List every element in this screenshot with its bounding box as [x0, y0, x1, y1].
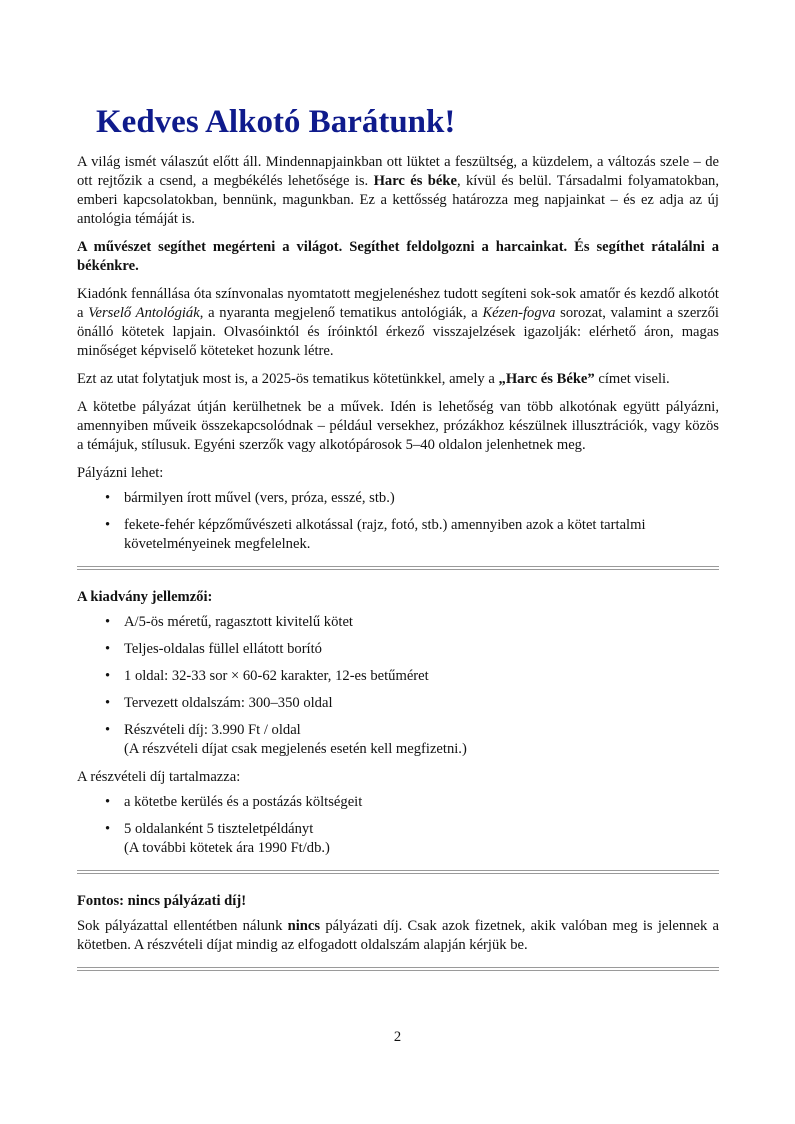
apply-list: [77, 489, 719, 554]
page-title: Kedves Alkotó Barátunk!: [96, 104, 456, 140]
intro-paragraph-1: [77, 153, 719, 229]
page-content: [77, 100, 719, 989]
list-item: [77, 820, 719, 858]
intro-paragraph-3: [77, 285, 719, 361]
intro-paragraph-2: [77, 238, 719, 276]
art-statement: A művészet segíthet megérteni a világot. Segíthet feldolgozni a harcainkat. És segíthet rátalálni a békénkre.: [77, 239, 719, 274]
list-item: • bármilyen írott művel (vers, próza, esszé, stb.): [77, 489, 719, 508]
double-rule-divider: [77, 967, 719, 971]
intro-text: Ezt az utat folytatjuk most is, a 2025-ös tematikus kötetünkkel, amely a: [77, 371, 499, 387]
specs-title: A kiadvány jellemzői:: [77, 589, 213, 605]
fee-line: Részvételi díj: 3.990 Ft / oldal: [124, 722, 301, 738]
list-item: • Tervezett oldalszám: 300–350 oldal: [77, 694, 719, 713]
intro-text: , kívül és belül. Társadalmi folyamatokban, emberi kapcsolatokban, bennünk, magunkban. Ez a kettősség határozza meg napjainkat – és ez adja az új antológia témáját is.: [77, 173, 719, 227]
notice-emphasis: nincs: [287, 918, 321, 934]
intro-paragraph-4: [77, 370, 719, 389]
fee-note: (A részvételi díjat csak megjelenés esetén kell megfizetni.): [124, 741, 467, 757]
page-number: 2: [393, 1029, 402, 1045]
includes-list: [77, 793, 719, 858]
list-item: • Teljes-oldalas füllel ellátott borító: [77, 640, 719, 659]
notice-text: Sok pályázattal ellentétben nálunk: [77, 918, 288, 934]
double-rule-divider: [77, 870, 719, 874]
intro-text: Kiadónk fennállása óta színvonalas nyomtatott megjelenéshez tudott segíteni sok-sok amatőr és kezdő alkotót a: [77, 286, 719, 321]
notice-text: pályázati díj. Csak azok fizetnek, akik valóban meg is jelennek a kötetben. A részvételi díjat mindig az elfogadott oldalszám alapján kérjük be.: [77, 918, 719, 953]
copies-note: (A további kötetek ára 1990 Ft/db.): [124, 840, 330, 856]
list-item: • fekete-fehér képzőművészeti alkotással (rajz, fotó, stb.) amennyiben azok a kötet tartalmi követelményeinek megfelelnek.: [77, 516, 719, 554]
list-item: • a kötetbe kerülés és a postázás költségeit: [77, 793, 719, 812]
notice-paragraph: [77, 917, 719, 955]
list-item: • 1 oldal: 32-33 sor × 60-62 karakter, 12-es betűméret: [77, 667, 719, 686]
intro-paragraph-5: A kötetbe pályázat útján kerülhetnek be a művek. Idén is lehetőség van több alkotónak együtt pályázni, amennyiben műveik összekapcsolódnak – például versekhez, prózákhoz készülnek illusztrációk, vagy közös a témájuk, stílusuk. Egyéni szerzők vagy alkotópárosok 5–40 oldalon jelenhetnek meg.: [77, 399, 719, 453]
apply-label: Pályázni lehet:: [77, 465, 164, 481]
list-item: • A/5-ös méretű, ragasztott kivitelű kötet: [77, 613, 719, 632]
specs-list: [77, 613, 719, 759]
copies-line: 5 oldalanként 5 tiszteletpéldányt: [124, 821, 314, 837]
intro-emphasis: Harc és béke: [373, 173, 457, 189]
book-title: „Harc és Béke”: [498, 371, 595, 387]
intro-text: címet viseli.: [594, 371, 670, 387]
intro-text: , a nyaranta megjelenő tematikus antológiák, a: [199, 305, 483, 321]
list-item: [77, 721, 719, 759]
series-name: Kézen-fogva: [482, 305, 556, 321]
notice-title: Fontos: nincs pályázati díj!: [77, 893, 247, 909]
intro-text: sorozat, valamint a szerzői önálló kötetek lapjain. Olvasóinktól és íróinktól érkező visszajelzések igazolják: elérhető áron, magas minőséget képviselő köteteket hozunk létre.: [77, 305, 719, 359]
includes-label: A részvételi díj tartalmazza:: [77, 769, 241, 785]
double-rule-divider: [77, 566, 719, 570]
intro-text: A világ ismét válaszút előtt áll. Mindennapjainkban ott lüktet a feszültség, a küzdelem, a változás szele – de ott rejtőzik a csend, a megbékélés lehetősége is.: [77, 154, 719, 189]
anthology-series-name: Verselő Antológiák: [88, 305, 200, 321]
